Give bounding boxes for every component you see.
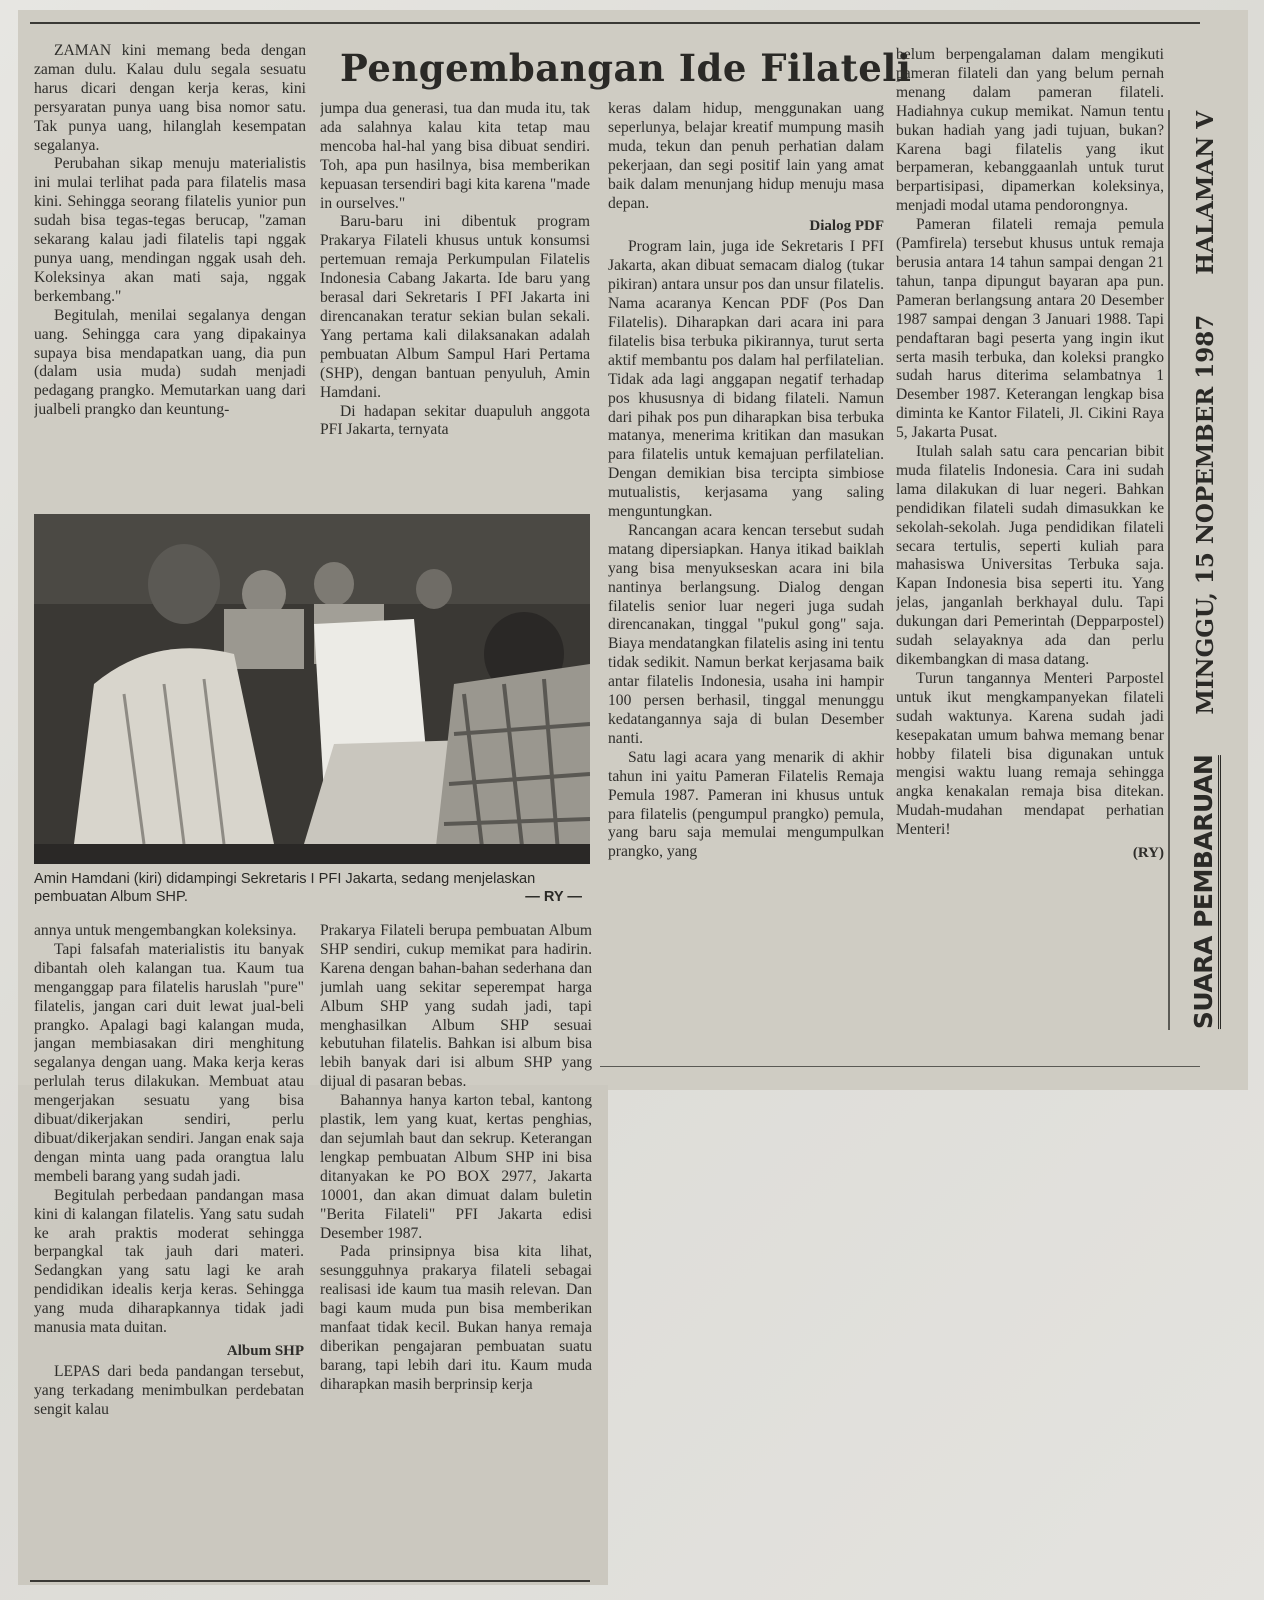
paragraph: belum berpengalaman dalam mengikuti pameran filateli dan yang belum pernah menang dalam pameran filateli. Hadiahnya cukup memikat. Namun tentu bukan hadiah yang jadi tujuan, bukan? Karena bagi filatelis yang ikut berpameran, kebanggaanlah untuk turut berpartisipasi, dipamerkan koleksinya, menjadi modal utama pendorongnya. [896,46,1164,215]
paragraph: Begitulah perbedaan pandangan masa kini di kalangan filatelis. Yang satu sudah ke arah praktis moderat sehingga berpangkal tak jauh dari materi. Sedangkan yang satu lagi ke arah pendidikan idealis kerja keras. Sehingga yang muda diharapkannya tidak jadi manusia mata duitan. [34,1186,304,1337]
middle-rule [600,1066,1200,1067]
masthead-rule [1168,110,1170,1030]
subheading: Dialog PDF [809,218,884,235]
paragraph: Satu lagi acara yang menarik di akhir tahun ini yaitu Pameran Filatelis Remaja Pemula 1987. Pameran ini khusus untuk para filatelis (pengumpul prangko) pemula, yang baru saja memulai mengumpulkan prangko, yang [608,748,884,861]
paragraph: Di hadapan sekitar duapuluh anggota PFI Jakarta, ternyata [320,402,590,439]
photo-illustration [34,514,590,864]
column-3 [608,100,884,1060]
paragraph: ZAMAN kini memang beda dengan zaman dulu. Kalau dulu segala sesuatu harus dicari dengan kerja keras, kini persyaratan punya uang bisa nomor satu. Tak punya uang, hilanglah kesempatan segalanya. [34,42,306,154]
paragraph: Perubahan sikap menuju materialistis ini mulai terlihat pada para filatelis masa kini. Sehingga seorang filatelis yunior pun sudah bisa tegas-tegas berucap, "zaman sekarang kalau jadi filatelis tapi nggak punya uang, mendingan nggak usah deh. Koleksinya akan mati saja, nggak berkembang." [34,155,306,305]
paragraph: Pada prinsipnya bisa kita lihat, sesungguhnya prakarya filateli sebagai realisasi ide kaum tua masih relevan. Dan bagi kaum muda pun bisa memberikan manfaat tidak kecil. Bukan hanya remaja diberikan pengajaran pembuatan suatu barang, tapi lebih dari itu. Kaum muda diharapkan masih berprinsip kerja [320,1243,592,1393]
column-2 [320,100,590,504]
paragraph: Bahannya hanya karton tebal, kantong plastik, lem yang kuat, kertas penghias, dan sejumlah baut dan sekrup. Keterangan lengkap pembuatan Album SHP ini bisa ditanyakan ke PO BOX 2977, Jakarta 10001, dan akan dimuat dalam buletin "Berita Filateli" PFI Jakarta edisi Desember 1987. [320,1092,592,1242]
issue-date: MINGGU, 15 NOPEMBER 1987 [1191,314,1219,715]
paragraph: Pameran filateli remaja pemula (Pamfirela) tersebut khusus untuk remaja berusia antara 14 tahun sampai dengan 21 tahun, tanpa dipungut bayaran apa pun. Pameran berlangsung antara 20 Desember 1987 sampai dengan 3 Januari 1988. Tapi pendaftaran bagi peserta yang ingin ikut serta masih terbuka, dan koleksi prangko sudah harus diterima selambatnya 1 Desember 1987. Keterangan lengkap bisa diminta ke Kantor Filateli, Jl. Cikini Raya 5, Jakarta Pusat. [896,216,1164,442]
paragraph: Turun tangannya Menteri Parpostel untuk ikut mengkampanyekan filateli sudah waktunya. Karena sudah jadi kesepakatan umum bahwa memang benar hobby filateli bisa digunakan untuk mengisi waktu luang remaja sehingga angka kenakalan remaja bisa ditekan. Mudah-mudahan mendapat perhatian Menteri! [896,669,1164,839]
paragraph: Tapi falsafah materialistis itu banyak dibantah oleh kalangan tua. Kaum tua menganggap para filatelis haruslah "pure" filatelis, jangan cari duit lewat jual-beli prangko. Apalagi bagi kalangan muda, jangan membiasakan diri menghitung segalanya dengan uang. Maka kerja keras perlulah terus dilakukan. Membuat atau mengerjakan sesuatu yang bisa dibuat/dikerjakan sendiri, perlu dibuat/dikerjakan sendiri. Jangan enak saja dengan minta uang pada orangtua lalu membeli barang yang sudah jadi. [34,940,304,1185]
paragraph: annya untuk mengembangkan koleksinya. [34,922,297,939]
caption-text: Amin Hamdani (kiri) didampingi Sekretaris I PFI Jakarta, sedang menjelaskan pembuatan Album SHP. [34,871,536,905]
column-1 [34,42,306,504]
author-sign: (RY) [1132,845,1164,862]
column-4 [896,46,1164,1060]
page-number: HALAMAN V [1191,110,1219,275]
paragraph: Prakarya Filateli berupa pembuatan Album SHP sendiri, cukup memikat para hadirin. Karena dengan bahan-bahan sederhana dan jumlah uang sekitar seperempat harga Album SHP yang sudah jadi, tapi menghasilkan Album SHP sesuai kebutuhan filatelis. Bahkan isi album bisa lebih banyak dari isi album SHP yang dijual di pasaran bebas. [320,922,592,1091]
photo-caption [34,870,590,906]
paragraph: keras dalam hidup, menggunakan uang seperlunya, belajar kreatif mumpung masih muda, tekun dan penuh perhatian dalam pekerjaan, dan segi positif lain yang amat baik dalam menunjang hidup menuju masa depan. [608,100,884,212]
paragraph: LEPAS dari beda pandangan tersebut, yang terkadang menimbulkan perdebatan sengit kalau [34,1362,304,1418]
headline: Pengembangan Ide Filateli [340,46,912,90]
top-rule [30,22,1200,24]
column-6 [320,922,592,1572]
bottom-rule [30,1580,590,1582]
paragraph: Itulah salah satu cara pencarian bibit muda filatelis Indonesia. Cara ini sudah lama dilakukan di luar negeri. Bahkan pendidikan filateli sudah dimasukkan ke sekolah-sekolah. Juga pendidikan filateli secara tertulis, seperti kuliah para mahasiswa Universitas Terbuka saja. Kapan Indonesia bisa seperti itu. Yang jelas, janganlah berkhayal dulu. Tapi dukungan dari Pemerintah (Depparpostel) sudah selayaknya ada dan perlu dikembangkan di masa datang. [896,443,1164,668]
paragraph: Begitulah, menilai segalanya dengan uang. Sehingga cara yang dipakainya supaya bisa mendapatkan uang, dia pun (dalam usia muda) sudah menjadi pedagang prangko. Memutarkan uang dari jualbeli prangko dan keuntung- [34,306,306,419]
paragraph: Program lain, juga ide Sekretaris I PFI Jakarta, akan dibuat semacam dialog (tukar pikiran) antara unsur pos dan unsur filatelis. Nama acaranya Kencan PDF (Pos Dan Filatelis). Diharapkan dari acara ini para filatelis bisa terbuka pikirannya, turut serta aktif membantu pos dalam hal perfilatelian. Tidak ada lagi anggapan negatif terhadap pos khususnya di bidang filateli. Namun dari pihak pos pun diharapkan bisa terbuka matanya, menerima kritikan dan masukan para filatelis untuk kemajuan perfilatelian. Dengan demikian bisa tercipta simbiose mutualistis, kerjasama yang saling menguntungkan. [608,238,884,521]
paragraph: jumpa dua generasi, tua dan muda itu, tak ada salahnya kalau kita tetap mau mencoba hal-hal yang bisa dibuat sendiri. Toh, apa pun hasilnya, bisa memberikan kepuasan tersendiri bagi kita karena "made in ourselves." [320,100,590,212]
paragraph: Rancangan acara kencan tersebut sudah matang dipersiapkan. Hanya itikad baiklah yang bisa menyukseskan acara ini bila nantinya berlangsung. Dialog dengan filatelis senior luar negeri juga sudah direncanakan, tinggal "pukul gong" saja. Biaya mendatangkan filatelis asing ini tentu tidak sedikit. Namun berkat kerjasama baik antar filatelis Indonesia, usaha ini hampir 100 persen berhasil, tinggal menunggu kedatangannya saja di bulan Desember nanti. [608,521,884,747]
column-5 [34,922,304,1572]
paragraph: Baru-baru ini dibentuk program Prakarya Filateli khusus untuk konsumsi pertemuan remaja Perkumpulan Filatelis Indonesia Cabang Jakarta. Ide baru yang berasal dari Sekretaris I PFI Jakarta ini direncanakan teratur sekian bulan sekali. Yang pertama kali dilaksanakan adalah pembuatan Album Sampul Hari Pertama (SHP), dengan bantuan penyuluh, Amin Hamdani. [320,213,590,401]
article-photo [34,514,590,864]
photo-credit: — RY — [525,889,582,905]
newspaper-name: SUARA PEMBARUAN [1189,755,1221,1029]
subheading: Album SHP [226,1342,304,1359]
vertical-masthead [1175,110,1235,1030]
